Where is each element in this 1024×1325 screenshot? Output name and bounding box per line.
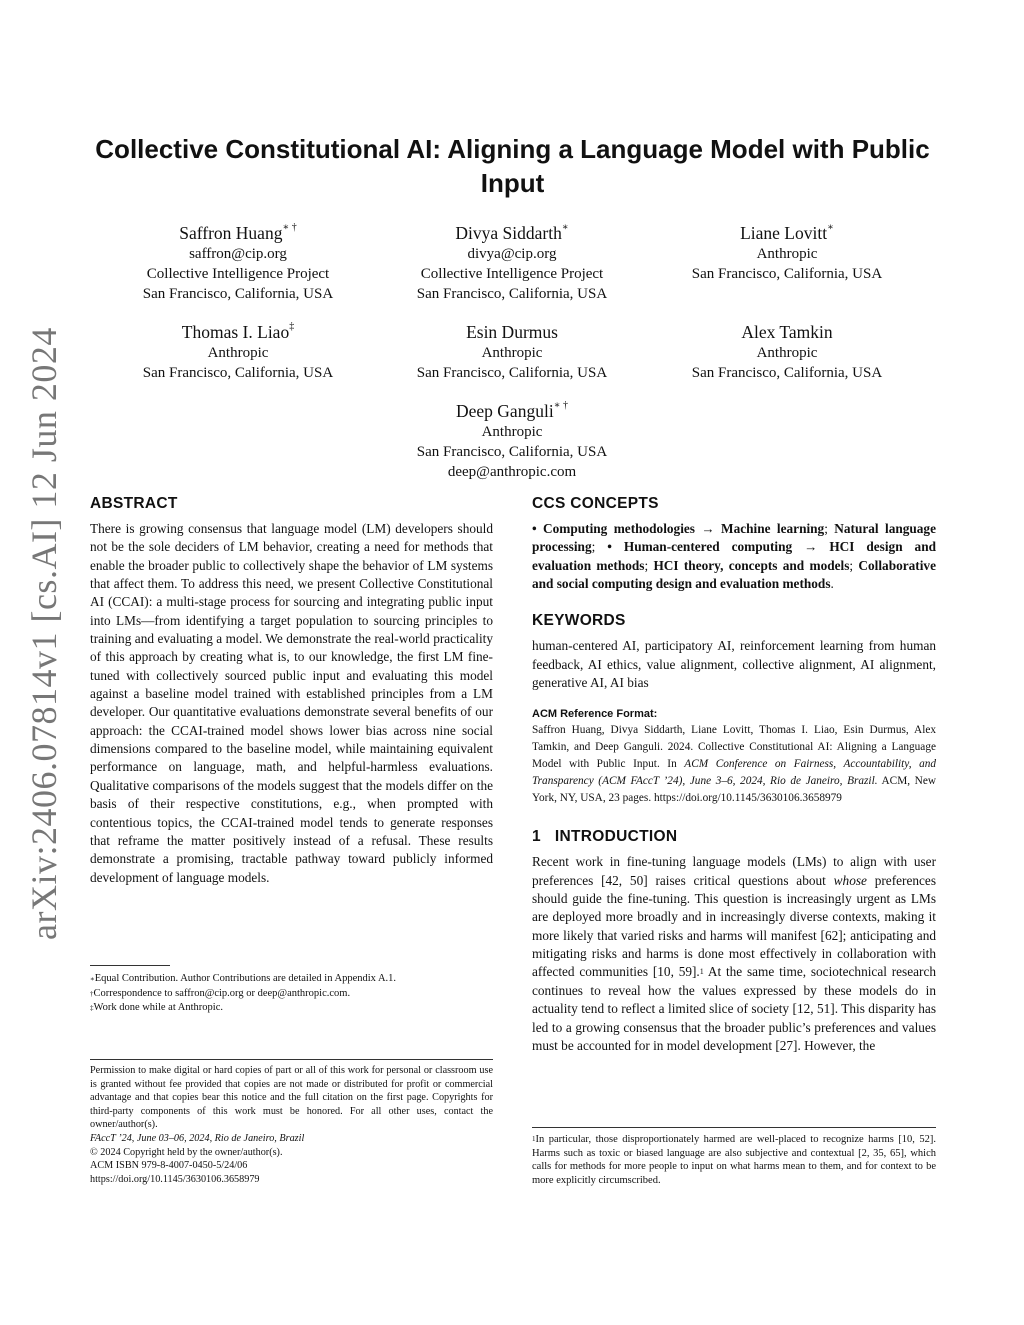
author-footnotes: [90, 965, 493, 1016]
author-name: Esin Durmus: [466, 322, 558, 342]
author-location: San Francisco, California, USA: [142, 365, 334, 381]
author-affiliation: Collective Intelligence Project: [146, 266, 330, 282]
author-name: Alex Tamkin: [741, 322, 833, 342]
ccs-item: HCI theory, concepts and models: [653, 557, 850, 573]
introduction-heading: 1 INTRODUCTION: [532, 828, 678, 846]
keywords-heading: KEYWORDS: [532, 612, 626, 630]
author-block: [377, 321, 647, 383]
footnote-correspondence: †Correspondence to saffron@cip.org or deep@anthropic.com.: [90, 987, 351, 999]
author-location: San Francisco, California, USA: [691, 266, 883, 282]
author-affiliation: Anthropic: [756, 345, 818, 361]
abstract-text: There is growing consensus that language model (LM) developers should not be the sole deciders of LM behavior, creating a need for methods that enable the broader public to collectively shape the behavior of LM systems that affect them. To address this need, we present Collective Constitutional AI (CCAI): a multi-stage process for sourcing and integrating public input into LMs—from identifying a target population to sourcing principles to training and evaluating a model. We demonstrate the real-world practicality of this approach by creating what is, to our knowledge, the first LM fine-tuned with collectively sourced public input and evaluating this model against a baseline model trained with established principles from a LM developer. Our quantitative evaluations demonstrate several benefits of our approach: the CCAI-trained model shows lower bias across nine social dimensions compared to the baseline model, while maintaining equivalent performance on language, math, and helpful-harmless evaluations. Qualitative comparisons of the models suggest that the models differ on the basis of their respective constitutions, e.g., when prompted with contentious topics, the CCAI-trained model tends to generate responses that reframe the matter positively instead of a refusal. These results demonstrate a promising, tractable pathway toward publicly informed development of language models.: [90, 521, 493, 885]
author-marks: ∗ †: [553, 400, 568, 411]
author-affiliation: Anthropic: [207, 345, 269, 361]
author-block: [377, 400, 647, 482]
isbn-line: ACM ISBN 979-8-4007-0450-5/24/06: [90, 1160, 248, 1172]
author-location: San Francisco, California, USA: [416, 365, 608, 381]
author-marks: ∗: [827, 222, 834, 233]
author-marks: ‡: [289, 321, 295, 332]
footnote-equal-contribution: ∗Equal Contribution. Author Contributions are detailed in Appendix A.1.: [90, 973, 397, 984]
author-location: San Francisco, California, USA: [142, 286, 334, 302]
permission-block: [90, 1059, 493, 1186]
ccs-heading: CCS CONCEPTS: [532, 495, 659, 512]
author-name: Liane Lovitt: [740, 223, 828, 243]
author-block: [103, 222, 373, 304]
ccs-item: • Human-centered computing → HCI design and evaluation methods: [532, 539, 936, 573]
introduction-text: Recent work in fine-tuning language models (LMs) to align with user preferences [42, 50] raises critical questions about whose preferences should guide the fine-tuning. This question is increasingly urgent as LMs are deployed more broadly and in increasingly diverse contexts, making it more likely that varied risks and harms will manifest [62]; anticipating and mitigating risks and harms is done most effectively in collaboration with affected communities [10, 59].$^1$ At the same time, sociotechnical research continues to reveal how the values expressed by these models do in actuality tend to reflect a limited slice of society [12, 51]. This disparity has led to a growing consensus that the broader public’s preferences and values must be accounted for in model development [27]. However, the: [532, 854, 936, 1053]
author-block: [103, 321, 373, 383]
author-block: [652, 321, 922, 383]
ccs-item: Natural language processing: [532, 521, 936, 555]
author-name: Thomas I. Liao: [181, 322, 290, 342]
author-marks: ∗ †: [282, 222, 297, 233]
footnote-1: $^1$In particular, those disproportionately harmed are well-placed to recognize harms [10, 52]. Harms such as toxic or biased language are also subjective and contextual [2, 35, 65], which calls for methods for more people to input on what harms mean to them, and for context to be more explicitly circumscribed.: [532, 1127, 936, 1187]
author-affiliation: Collective Intelligence Project: [420, 266, 604, 282]
ccs-concepts: • Computing methodologies → Machine learning; Natural language processing; • Human-centered computing → HCI design and evaluation methods; HCI theory, concepts and models; Collaborative and social computing design and evaluation methods.: [532, 521, 936, 592]
author-name: Divya Siddarth: [455, 223, 562, 243]
paper-title: Collective Constitutional AI: Aligning a Language Model with Public Input: [95, 134, 930, 198]
ccs-item: Collaborative and social computing design and evaluation methods: [532, 557, 936, 592]
ccs-item: • Computing methodologies → Machine learning: [532, 521, 825, 536]
footnote-ref[interactable]: 1: [699, 967, 704, 977]
right-column: [532, 494, 936, 1055]
author-location: San Francisco, California, USA: [416, 286, 608, 302]
author-location: San Francisco, California, USA: [691, 365, 883, 381]
keywords-text: human-centered AI, participatory AI, reinforcement learning from human feedback, AI ethics, value alignment, collective alignment, AI alignment, generative AI, AI bias: [532, 638, 936, 691]
author-marks: ∗: [561, 222, 569, 233]
author-email: deep@anthropic.com: [447, 464, 577, 480]
left-column: [90, 494, 493, 887]
doi-link[interactable]: https://doi.org/10.1145/3630106.3658979: [90, 1173, 260, 1185]
footnote-work-done: ‡Work done while at Anthropic.: [90, 1002, 224, 1013]
author-name: Deep Ganguli: [456, 401, 554, 421]
copyright-line: © 2024 Copyright held by the owner/author(s).: [90, 1146, 283, 1158]
arxiv-identifier: arXiv:2406.07814v1 [cs.AI] 12 Jun 2024: [24, 327, 64, 940]
venue-line: FAccT ’24, June 03–06, 2024, Rio de Janeiro, Brazil: [90, 1132, 305, 1144]
author-affiliation: Anthropic: [756, 246, 818, 262]
author-block: [377, 222, 647, 304]
permission-text: Permission to make digital or hard copies of part or all of this work for personal or classroom use is granted without fee provided that copies are not made or distributed for profit or commercial advantage and that copies bear this notice and the full citation on the first page. Copyrights for third-party components of this work must be honored. For all other uses, contact the owner/author(s).: [90, 1065, 493, 1131]
footnote-rule: [90, 965, 170, 966]
author-email: saffron@cip.org: [189, 246, 287, 262]
acm-reference-text: Saffron Huang, Divya Siddarth, Liane Lovitt, Thomas I. Liao, Esin Durmus, Alex Tamkin, and Deep Ganguli. 2024. Collective Constitutional AI: Aligning a Language Model with Public Input. In ACM Conference on Fairness, Accountability, and Transparency (ACM FAccT ’24), June 3–6, 2024, Rio de Janeiro, Brazil. ACM, New York, NY, USA, 23 pages. https://doi.org/10.1145/3630106.3658979: [532, 724, 937, 805]
author-affiliation: Anthropic: [481, 345, 543, 361]
author-block: [652, 222, 922, 284]
abstract-heading: ABSTRACT: [90, 495, 178, 512]
author-location: San Francisco, California, USA: [416, 444, 608, 460]
author-email: divya@cip.org: [467, 246, 557, 262]
author-affiliation: Anthropic: [481, 424, 543, 440]
acm-reference-heading: ACM Reference Format:: [532, 708, 658, 721]
author-name: Saffron Huang: [179, 223, 283, 243]
